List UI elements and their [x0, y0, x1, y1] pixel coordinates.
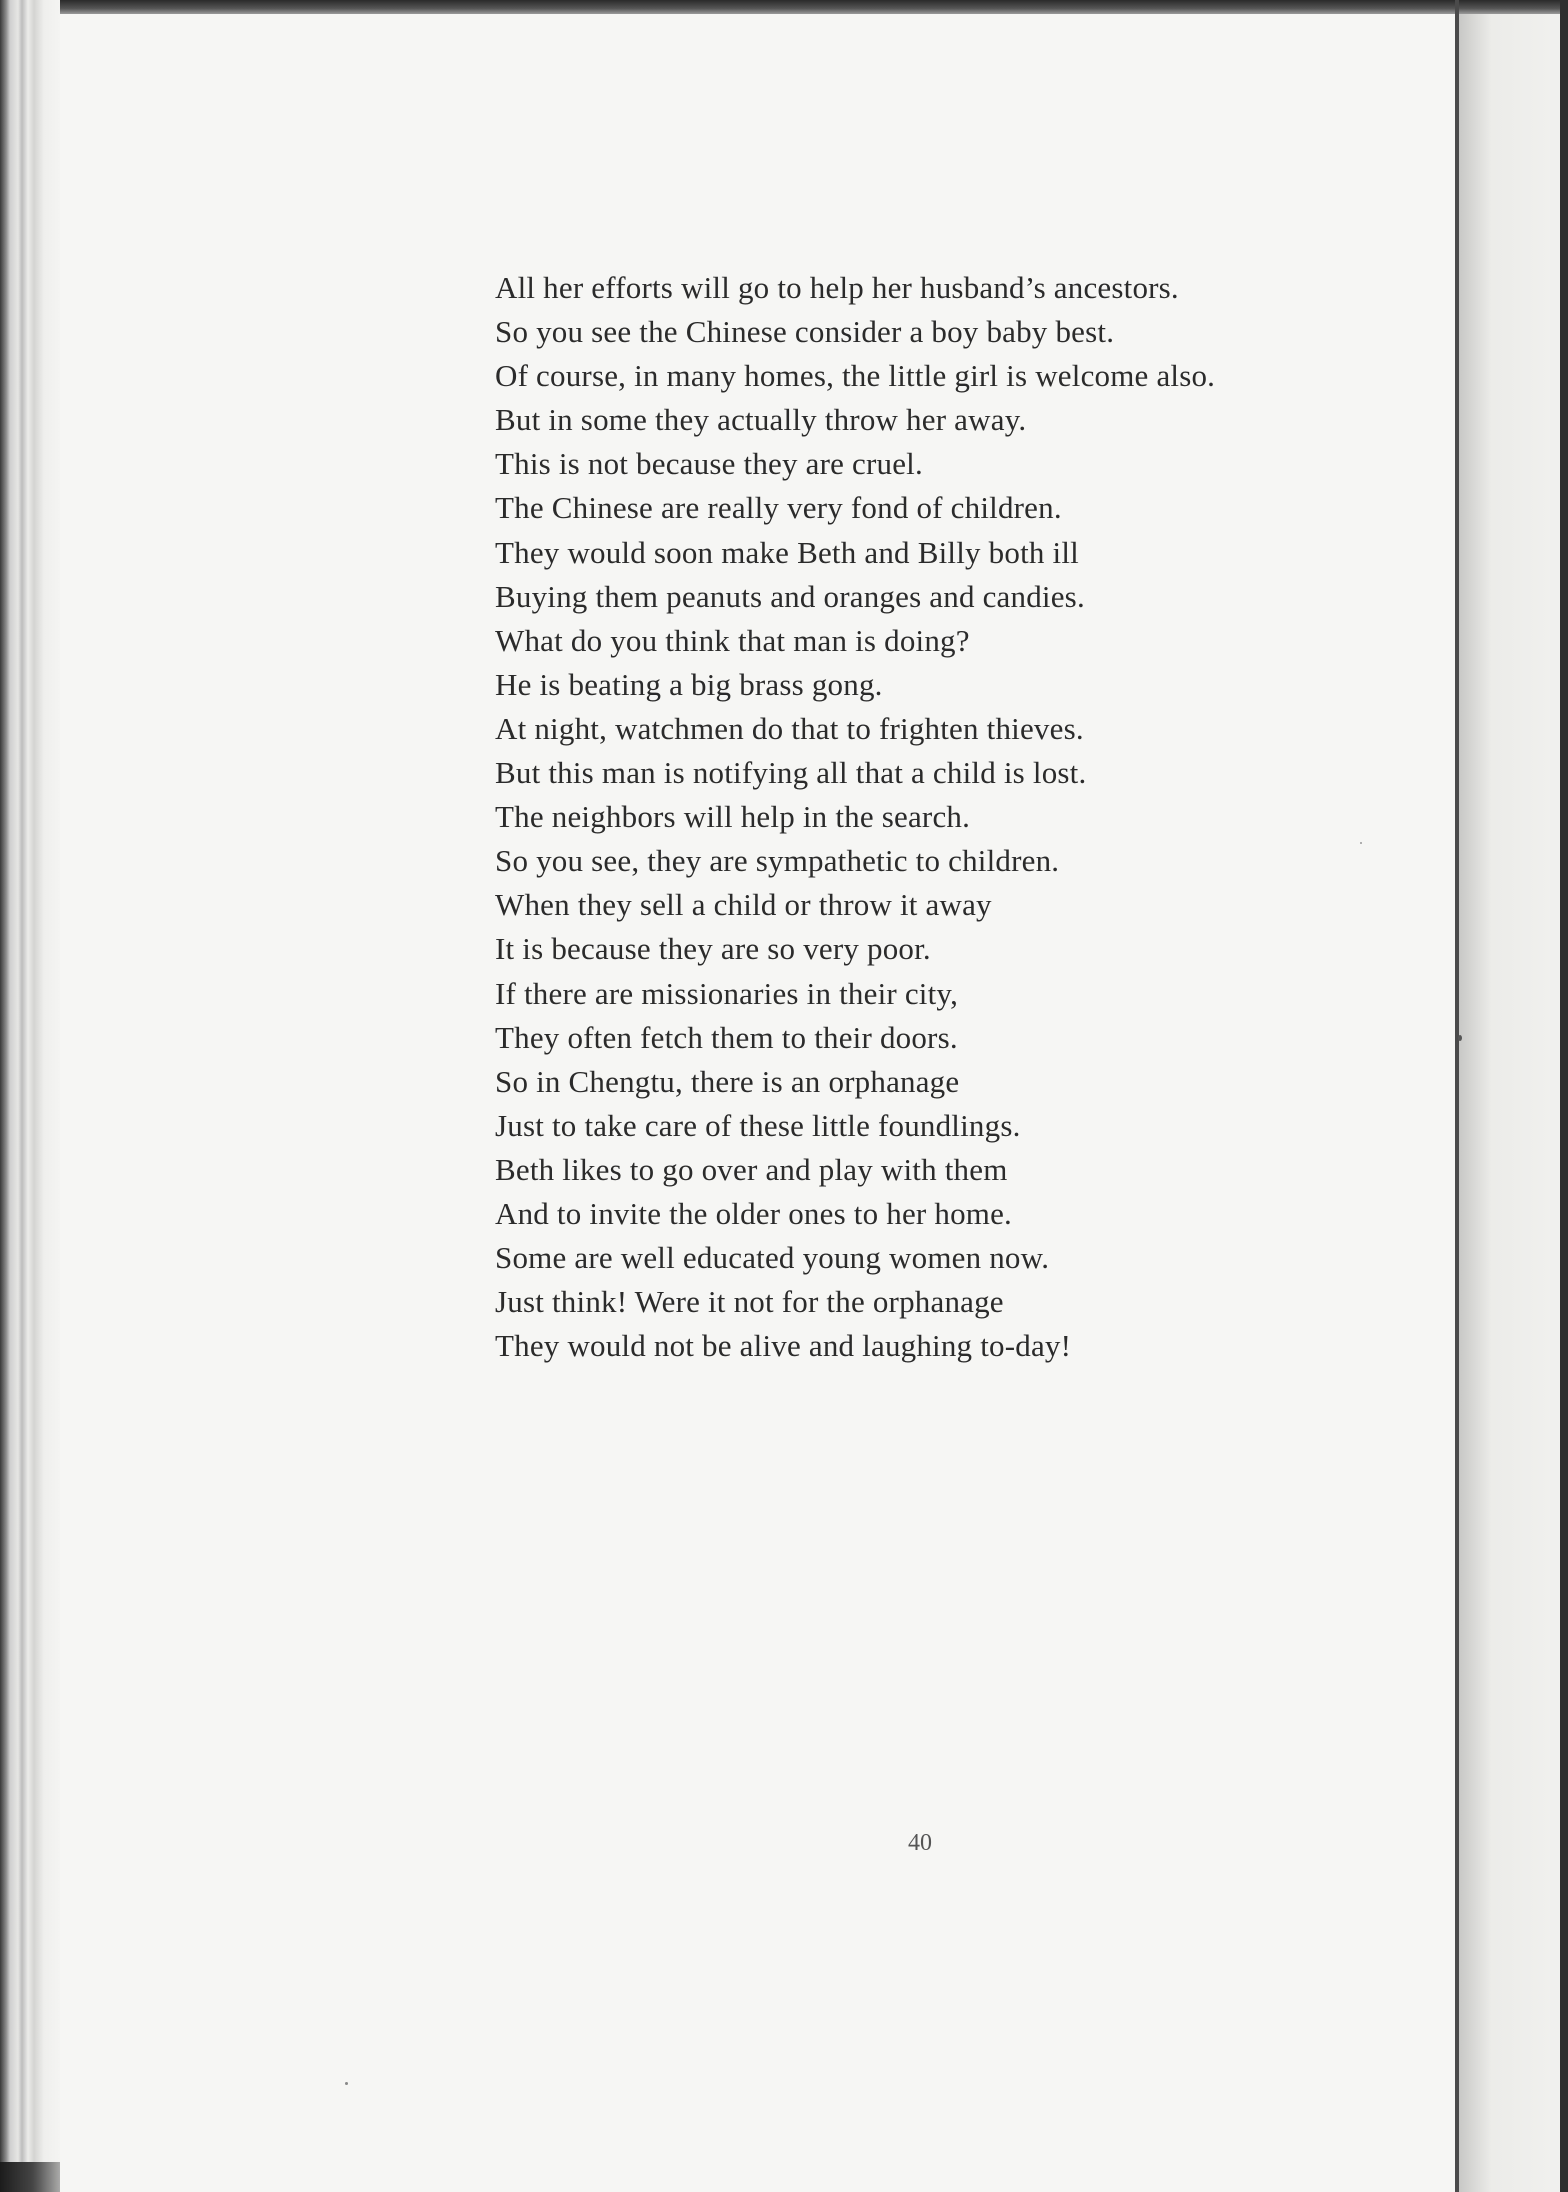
text-line: It is because they are so very poor.	[495, 931, 931, 967]
scan-speck	[1458, 1035, 1462, 1041]
text-line: All her efforts will go to help her husband’s ancestors.	[495, 270, 1179, 305]
text-line: When they sell a child or throw it away	[495, 887, 992, 923]
book-top-edge	[0, 0, 1568, 14]
text-line: What do you think that man is doing?	[495, 622, 970, 658]
text-line: The neighbors will help in the search.	[495, 799, 971, 835]
text-line: At night, watchmen do that to frighten thieves.	[495, 710, 1084, 746]
text-line: Just think! Were it not for the orphanage	[495, 1284, 1004, 1320]
poem-text	[495, 266, 1395, 1368]
text-line: Some are well educated young women now.	[495, 1240, 1050, 1276]
book-left-edge	[0, 0, 60, 2192]
text-line: They often fetch them to their doors.	[495, 1019, 958, 1055]
text-line: Buying them peanuts and oranges and candies.	[495, 578, 1085, 614]
text-line: If there are missionaries in their city,	[495, 975, 959, 1011]
text-line: But in some they actually throw her away.	[495, 402, 1027, 438]
facing-page-edge	[1459, 14, 1568, 2192]
scan-speck	[345, 2082, 348, 2085]
text-line: Of course, in many homes, the little girl is welcome also.	[495, 358, 1216, 394]
text-line: Just to take care of these little foundlings.	[495, 1107, 1021, 1143]
book-right-edge	[1560, 0, 1568, 2192]
text-line: Beth likes to go over and play with them	[495, 1151, 1008, 1187]
text-line: They would soon make Beth and Billy both ill	[495, 534, 1079, 570]
scan-speck	[1360, 842, 1362, 844]
text-line: They would not be alive and laughing to-day!	[495, 1328, 1072, 1364]
text-line: But this man is notifying all that a child is lost.	[495, 755, 1087, 791]
text-line: He is beating a big brass gong.	[495, 666, 883, 702]
text-line: The Chinese are really very fond of children.	[495, 490, 1062, 526]
page	[60, 14, 1455, 2192]
page-number: 40	[908, 1830, 932, 1856]
text-line: And to invite the older ones to her home.	[495, 1195, 1013, 1231]
text-line: So you see the Chinese consider a boy baby best.	[495, 314, 1115, 350]
text-line: So you see, they are sympathetic to children.	[495, 843, 1060, 879]
text-line: So in Chengtu, there is an orphanage	[495, 1063, 960, 1099]
text-line: This is not because they are cruel.	[495, 446, 923, 482]
